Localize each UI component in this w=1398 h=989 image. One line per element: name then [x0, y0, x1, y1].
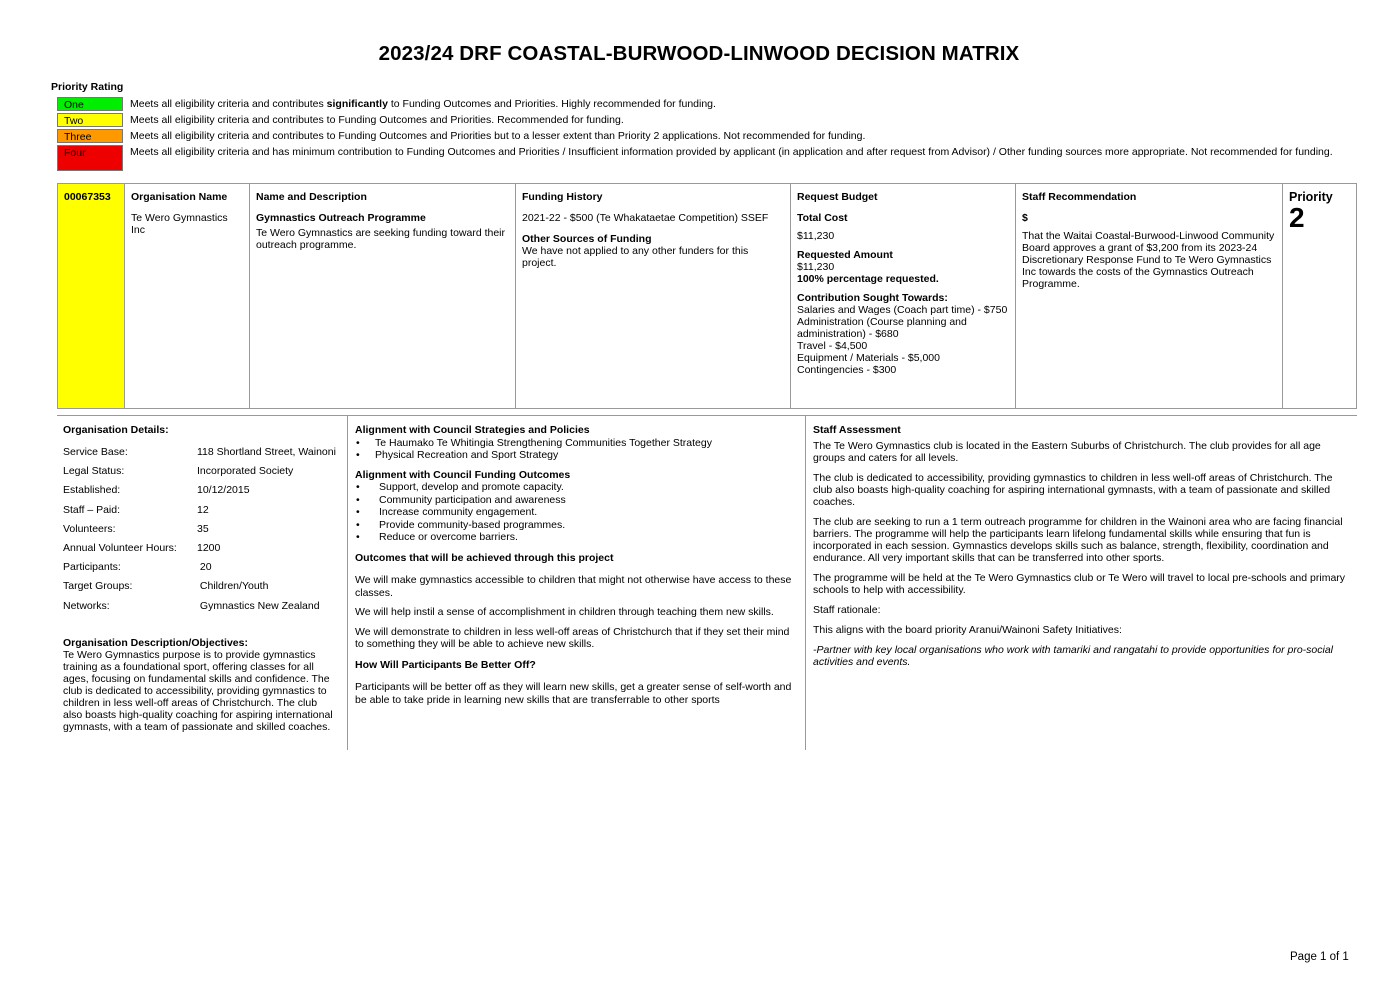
priority-legend	[57, 97, 1337, 173]
organisation-description: Te Wero Gymnastics purpose is to provide gymnastics training as a foundational sport, offering classes for all ages, focusing on fundamental skills and confidence. The club is dedicated to accessibility, providing gymnastics to children in less well-off areas of Christchurch. The club also boasts high-quality coaching for aspiring international gymnasts, with a team of passionate and skilled coaches.	[63, 648, 333, 733]
detail-row: Participants: 20	[63, 561, 212, 574]
detail-row: Established: 10/12/2015	[63, 484, 250, 497]
outcome-paragraph: We will make gymnastics accessible to children that might not otherwise have access to these classes.	[355, 574, 792, 599]
funding-outcomes-header: Alignment with Council Funding Outcomes	[355, 468, 571, 481]
organisation-description-header: Organisation Description/Objectives:	[63, 636, 248, 649]
decision-matrix-table	[57, 183, 1357, 409]
staff-recommendation-amount: $	[1022, 212, 1028, 224]
list-item: • Increase community engagement.	[355, 506, 800, 519]
organisation-details-section	[63, 424, 343, 733]
column-divider	[347, 416, 348, 750]
assessment-paragraph: The club is dedicated to accessibility, providing gymnastics to children in less well-off areas of Christchurch. The club also boasts high-quality coaching for aspiring international gymnasts, with a team of passionate and skilled coaches.	[813, 472, 1333, 508]
legend-row-two	[57, 113, 1337, 127]
funding-history-cell	[516, 184, 791, 408]
priority-cell	[1283, 184, 1356, 408]
contribution-label: Contribution Sought Towards:	[797, 292, 948, 304]
detail-row: Annual Volunteer Hours: 1200	[63, 541, 221, 554]
project-name: Gymnastics Outreach Programme	[256, 212, 426, 224]
detail-row: Staff – Paid: 12	[63, 503, 209, 516]
page-number: Page 1 of 1	[1290, 951, 1349, 963]
other-sources: We have not applied to any other funders for this project.	[522, 245, 749, 269]
name-description-header: Name and Description	[256, 191, 367, 203]
legend-row-three	[57, 129, 1337, 143]
staff-assessment-section	[813, 424, 1349, 668]
contribution-item: Salaries and Wages (Coach part time) - $750	[797, 304, 1008, 316]
alignment-section	[355, 424, 800, 706]
section-divider	[57, 415, 1357, 416]
assessment-paragraph: The club are seeking to run a 1 term outreach programme for children in the Wainoni area who are facing financial barriers. The programme will help the participants learn lifelong fundamental skills while ensuring that fun is incorporated in each session. Gymnastics develops skills such as balance, strength, flexibility, coordination and endurance. All very important skills that can be transferred into other sports.	[813, 516, 1343, 564]
contribution-item: Administration (Course planning and administration) - $680	[797, 316, 967, 340]
legend-swatch-three: Three	[57, 129, 123, 143]
requested-amount: $11,230	[797, 261, 835, 273]
request-budget-cell	[791, 184, 1016, 408]
legend-swatch-one: One	[57, 97, 123, 111]
funding-history: 2021-22 - $500 (Te Whakataetae Competition) SSEF	[522, 212, 769, 224]
legend-swatch-four: Four	[57, 145, 123, 171]
assessment-italic-note: -Partner with key local organisations who work with tamariki and rangatahi to provide opportunities for pro-social activities and events.	[813, 644, 1334, 668]
column-divider	[805, 416, 806, 750]
organisation-name-cell	[125, 184, 250, 408]
staff-assessment-header: Staff Assessment	[813, 424, 901, 436]
list-item: • Te Haumako Te Whitingia Strengthening Communities Together Strategy	[355, 437, 800, 450]
outcome-paragraph: We will demonstrate to children in less well-off areas of Christchurch that if they set their mind to something they will be able to achieve new skills.	[355, 625, 790, 650]
legend-desc-one: Meets all eligibility criteria and contributes significantly to Funding Outcomes and Priorities. Highly recommended for funding.	[130, 98, 716, 110]
better-off-text: Participants will be better off as they will learn new skills, get a greater sense of self-worth and be able to take pride in learning new skills that are transferrable to other sports	[355, 681, 792, 706]
list-item: • Support, develop and promote capacity.	[355, 481, 800, 494]
detail-row: Networks: Gymnastics New Zealand	[63, 599, 320, 612]
priority-header: Priority	[1289, 190, 1333, 204]
outcome-paragraph: We will help instil a sense of accomplishment in children through teaching them new skills.	[355, 606, 774, 618]
other-sources-header: Other Sources of Funding	[522, 233, 652, 245]
strategies-header: Alignment with Council Strategies and Policies	[355, 424, 590, 436]
legend-swatch-two: Two	[57, 113, 123, 127]
organisation-name: Te Wero Gymnastics Inc	[131, 212, 228, 236]
strategies-list	[355, 437, 800, 462]
funding-history-header: Funding History	[522, 191, 603, 203]
total-cost-label: Total Cost	[797, 212, 848, 224]
request-budget-header: Request Budget	[797, 191, 878, 203]
requested-amount-label: Requested Amount	[797, 249, 893, 261]
contribution-item: Travel - $4,500	[797, 340, 868, 352]
better-off-header: How Will Participants Be Better Off?	[355, 658, 536, 671]
legend-row-one	[57, 97, 1337, 111]
total-cost: $11,230	[797, 230, 835, 242]
legend-row-four	[57, 145, 1337, 171]
legend-desc-two: Meets all eligibility criteria and contributes to Funding Outcomes and Priorities. Recommended for funding.	[130, 114, 624, 126]
contribution-item: Equipment / Materials - $5,000	[797, 352, 940, 364]
detail-row: Volunteers: 35	[63, 522, 209, 535]
staff-recommendation-header: Staff Recommendation	[1022, 191, 1137, 203]
list-item: • Community participation and awareness	[355, 494, 800, 507]
outcomes-achieved-header: Outcomes that will be achieved through this project	[355, 551, 614, 564]
assessment-paragraph: The programme will be held at the Te Wero Gymnastics club or Te Wero will travel to local pre-schools and primary schools to help with accessibility.	[813, 572, 1346, 596]
name-description-cell	[250, 184, 516, 408]
project-description: Te Wero Gymnastics are seeking funding toward their outreach programme.	[256, 227, 506, 251]
list-item: • Physical Recreation and Sport Strategy	[355, 449, 800, 462]
staff-recommendation-cell	[1016, 184, 1283, 408]
detail-row: Target Groups: Children/Youth	[63, 580, 269, 593]
priority-value: 2	[1289, 202, 1305, 233]
list-item: • Reduce or overcome barriers.	[355, 531, 800, 544]
organisation-details-header: Organisation Details:	[63, 424, 169, 436]
assessment-paragraph: The Te Wero Gymnastics club is located in the Eastern Suburbs of Christchurch. The club provides for all age groups and caters for all levels.	[813, 440, 1321, 464]
application-id-cell	[58, 184, 125, 408]
staff-recommendation-text: That the Waitai Coastal-Burwood-Linwood Community Board approves a grant of $3,200 from its 2023-24 Discretionary Response Fund to Te Wero Gymnastics Inc towards the costs of the Gymnastics Outreach Programme.	[1022, 230, 1275, 290]
contribution-item: Contingencies - $300	[797, 364, 897, 376]
detail-row: Legal Status: Incorporated Society	[63, 465, 294, 478]
funding-outcomes-list	[355, 481, 800, 544]
staff-rationale-label: Staff rationale:	[813, 604, 881, 616]
priority-rating-label: Priority Rating	[51, 81, 124, 93]
list-item: • Provide community-based programmes.	[355, 519, 800, 532]
legend-desc-three: Meets all eligibility criteria and contributes to Funding Outcomes and Priorities but to a lesser extent than Priority 2 applications. Not recommended for funding.	[130, 130, 866, 142]
assessment-paragraph: This aligns with the board priority Aranui/Wainoni Safety Initiatives:	[813, 624, 1122, 636]
organisation-name-header: Organisation Name	[131, 191, 228, 203]
legend-desc-four: Meets all eligibility criteria and has minimum contribution to Funding Outcomes and Priorities / Insufficient information provided by applicant (in application and after request from Advisor) / Other funding sources more appropriate. Not recommended for funding.	[130, 146, 1333, 158]
detail-row: Service Base: 118 Shortland Street, Wainoni	[63, 446, 336, 458]
application-id: 00067353	[64, 191, 111, 203]
percent-requested: 100% percentage requested.	[797, 273, 939, 285]
page-title: 2023/24 DRF COASTAL-BURWOOD-LINWOOD DECISION MATRIX	[378, 42, 1020, 65]
